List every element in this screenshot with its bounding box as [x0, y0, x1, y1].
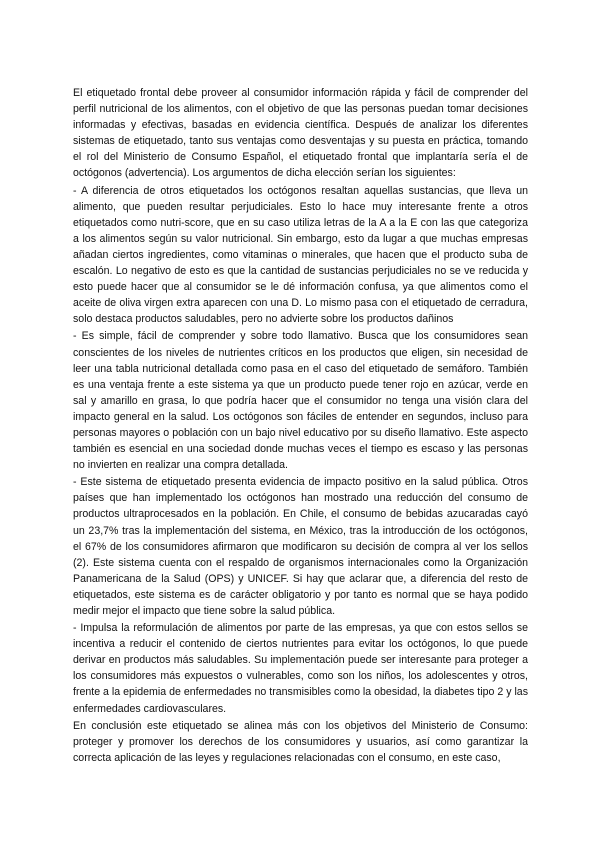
argument-paragraph-2: - Es simple, fácil de comprender y sobre todo llamativo. Busca que los consumidores sean conscientes de los niveles de nutrientes críticos en los productos que eligen, sin necesidad de leer una tabla nutricional detallada como pasa en el caso del etiquetado de semáforo. También es una ventaja frente a este sistema ya que un producto puede tener rojo en azúcar, verde en sal y amarillo en grasa, lo que podría hacer que el consumidor no tenga una visión clara del impacto general en la salud. Los octógonos son fáciles de entender en segundos, incluso para personas mayores o población con un bajo nivel educativo por su diseño llamativo. Este aspecto también es esencial en una sociedad donde muchas veces el tiempo es escaso y las personas no invierten en realizar una compra detallada.	[73, 330, 528, 472]
argument-paragraph-4: - Impulsa la reformulación de alimentos por parte de las empresas, ya que con estos sellos se incentiva a reducir el contenido de ciertos nutrientes para evitar los octógonos, lo que puede derivar en productos más saludables. Su implementación puede ser interesante para proteger a los consumidores más expuestos o vulnerables, como son los niños, los adolescentes y otros, frente a la epidemia de enfermedades no transmisibles como la obesidad, la diabetes tipo 2 y las enfermedades cardiovasculares.	[73, 622, 528, 715]
argument-paragraph-1: - A diferencia de otros etiquetados los octógonos resaltan aquellas sustancias, que lleva un alimento, que pueden resultar perjudiciales. Esto lo hace muy interesante frente a otros etiquetados como nutri-score, que en su caso utiliza letras de la A a la E con las que categoriza a los alimentos según su valor nutricional. Sin embargo, esto da lugar a que muchas empresas añadan ciertos ingredientes, como vitaminas o minerales, que hacen que el producto suba de escalón. Lo negativo de esto es que la cantidad de sustancias perjudiciales no se ve reducida y esto puede hacer que al consumidor se le dé información confusa, ya que alimentos como el aceite de oliva virgen extra aparecen con una D. Lo mismo pasa con el etiquetado de cerradura, solo destaca productos saludables, pero no advierte sobre los productos dañinos	[73, 184, 528, 326]
conclusion-paragraph: En conclusión este etiquetado se alinea más con los objetivos del Ministerio de Consumo: proteger y promover los derechos de los consumidores y usuarios, así como garantizar la correcta aplicación de las leyes y regulaciones relacionadas con el consumo, en este caso,	[73, 719, 528, 764]
argument-paragraph-3: - Este sistema de etiquetado presenta evidencia de impacto positivo en la salud pública. Otros países que han implementado los octógonos han mostrado una reducción del consumo de productos ultraprocesados en la población. En Chile, el consumo de bebidas azucaradas cayó un 23,7% tras la implementación del sistema, en México, tras la introducción de los octógonos, el 67% de los consumidores afirmaron que modificaron su decisión de compra al ver los sellos (2). Este sistema cuenta con el respaldo de organismos internacionales como la Organización Panamericana de la Salud (OPS) y UNICEF. Si hay que aclarar que, a diferencia del resto de etiquetados, este sistema es de carácter obligatorio y por tanto es normal que se haya podido medir mejor el impacto que tiene sobre la salud pública.	[73, 476, 528, 617]
intro-paragraph: El etiquetado frontal debe proveer al consumidor información rápida y fácil de comprender del perfil nutricional de los alimentos, con el objetivo de que las personas puedan tomar decisiones informadas y efectivas, basadas en evidencia científica. Después de analizar los diferentes sistemas de etiquetado, tanto sus ventajas como desventajas y su puesta en práctica, tomando el rol del Ministerio de Consumo Español, el etiquetado frontal que implantaría sería el de octógonos (advertencia). Los argumentos de dicha elección serían los siguientes:	[73, 87, 528, 180]
